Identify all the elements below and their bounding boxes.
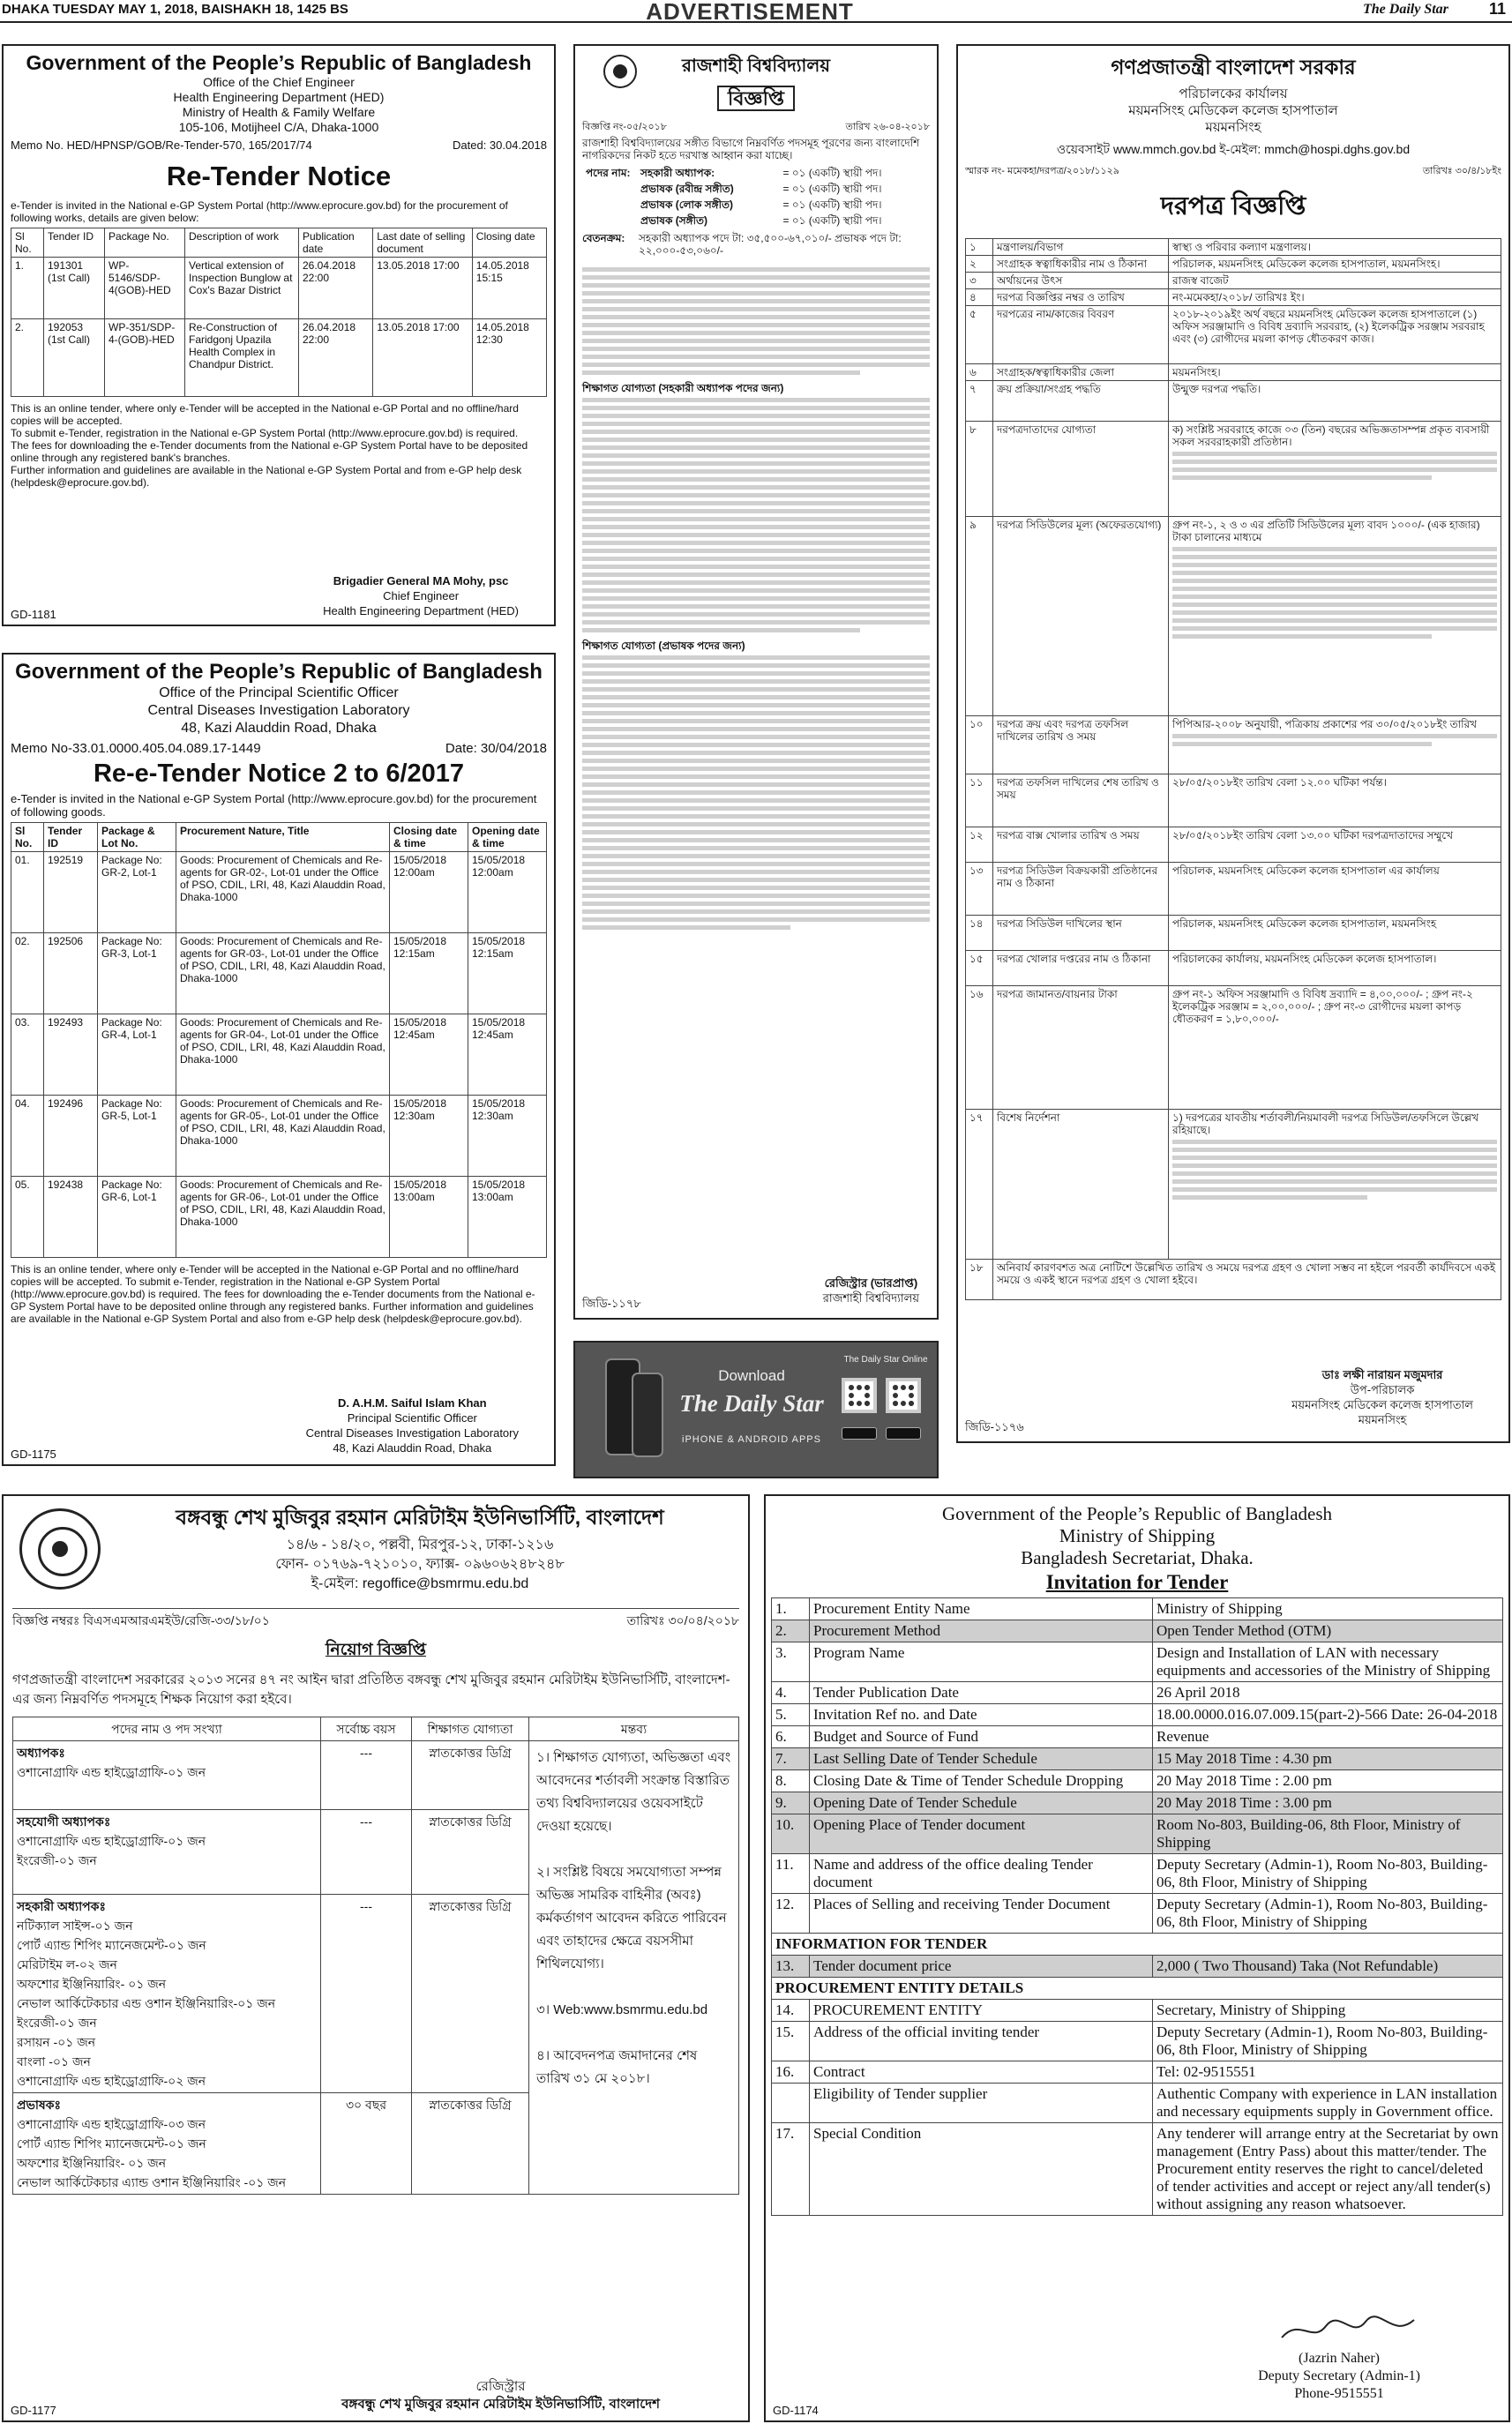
table-header-row: পদের নাম ও পদ সংখ্যা সর্বোচ্চ বয়স শিক্ষাগত যোগ্যতা মন্তব্য <box>13 1717 739 1741</box>
hed-notice <box>2 44 556 626</box>
shipping-office: Government of the People’s Republic of Bangladesh Ministry of Shipping Bangladesh Secretariat, Dhaka. <box>941 1503 1333 1568</box>
hed-signature: Brigadier General MA Mohy, psc Chief Engineer Health Engineering Department (HED) <box>323 574 519 617</box>
ru-section-1: শিক্ষাগত যোগ্যতা (সহকারী অধ্যাপক পদের জন্য) <box>582 382 784 394</box>
hed-title: Government of the People’s Republic of Bangladesh <box>26 51 532 74</box>
table-header-row: Sl No. Tender ID Package No. Description of work Publication date Last date of selling document Closing date <box>11 228 547 258</box>
table-row: ১৭ বিশেষ নির্দেশনা ১) দরপত্রের যাবতীয় শর্তাবলী/নিয়মাবলী দরপত্র সিডিউল/তফসিলে উল্লেখ রহিয়াছে। <box>966 1110 1501 1260</box>
table-row: ১৪ দরপত্র সিডিউল দাখিলের স্থান পরিচালক, ময়মনসিংহ মেডিকেল কলেজ হাসপাতাল, ময়মনসিংহ <box>966 916 1501 951</box>
table-row: 9. Opening Date of Tender Schedule 20 May 2018 Time : 3.00 pm <box>772 1792 1503 1814</box>
table-row: সহযোগী অধ্যাপকঃ ওশানোগ্রাফি এন্ড হাইড্রোগ্রাফি-০১ জন ইংরেজী-০১ জন --- স্নাতকোত্তর ডিগ্রি <box>13 1810 739 1895</box>
table-row: ৩ অর্থায়নের উৎস রাজস্ব বাজেট <box>966 273 1501 289</box>
ad-online-label: The Daily Star Online <box>843 1355 928 1365</box>
shipping-gd-code: GD-1174 <box>773 2404 819 2417</box>
table-section-header: INFORMATION FOR TENDER <box>772 1934 1503 1956</box>
list-item: প্রভাষক (লোক সঙ্গীত) = ০১ (একটি) স্থায়ী পদ। <box>640 198 882 211</box>
ru-logo-icon <box>603 55 637 88</box>
table-row: ১২ দরপত্র বাক্স খোলার তারিখ ও সময় ২৮/০৫/২০১৮ইং তারিখ বেলা ১৩.০০ ঘটিকা দরপত্রদাতাদের সম্মুখে <box>966 827 1501 863</box>
university-website-link[interactable]: ৩। Web:www.bsmrmu.edu.bd <box>536 2002 708 2017</box>
table-row: 13. Tender document price 2,000 ( Two Thousand) Taka (Not Refundable) <box>772 1956 1503 1978</box>
table-row: 2. Procurement Method Open Tender Method (OTM) <box>772 1620 1503 1642</box>
cdil-date: Date: 30/04/2018 <box>445 741 547 756</box>
table-row: সহকারী অধ্যাপকঃ নটিক্যাল সাইন্স-০১ জন পোর্ট এ্যান্ড শিপিং ম্যানেজমেন্ট-০১ জন মেরিটাইম ল-০২ জন অফশোর ইঞ্জিনিয়ারিং- ০১ জন নেভাল আর্কিটেকচার এন্ড ওশান ইঞ্জিনিয়ারিং-০১ জন ইংরেজী-০১ জন রসায়ন -০১ জন বাংলা -০১ জন ওশানোগ্রাফি এন্ড হাইড্রোগ্রাফি-০২ জন --- স্নাতকোত্তর ডিগ্রি <box>13 1895 739 2093</box>
bsmrmu-ref-row: বিজ্ঞপ্তি নম্বরঃ বিএসএমআরএমইউ/রেজি-৩৩/১৮/০১ তারিখঃ ৩০/০৪/২০১৮ <box>12 1608 739 1632</box>
table-row: 17. Special Condition Any tenderer will arrange entry at the Secretariat by own management (Entry Pass) about this matter/tender. The Procurement entity reserves the right to cancel/deleted of tender activities and accept or reject any/all tender(s) without assigning any reason whatsoever. <box>772 2123 1503 2216</box>
ru-body-text <box>582 267 930 375</box>
cdil-intro: e-Tender is invited in the National e-GP System Portal (http://www.eprocure.gov.bd) for the procurement of following goods. <box>11 792 537 819</box>
table-row: 04. 192496 Package No: GR-5, Lot-1 Goods: Procurement of Chemicals and Re-agents for GR-05-, Lot-01 under the Office of PSO, CDIL, LRI, 48, Kazi Alauddin Road, Dhaka-1000 15/05/2018 12:30am 15/05/2018 12:30am <box>11 1096 547 1177</box>
table-header-row: Sl No. Tender ID Package & Lot No. Procurement Nature, Title Closing date & time Opening date & time <box>11 823 547 852</box>
cdil-office: Office of the Principal Scientific Officer Central Diseases Investigation Laboratory 48, Kazi Alauddin Road, Dhaka <box>147 685 410 736</box>
table-row: 3. Program Name Design and Installation of LAN with necessary equipments and accessories of the Ministry of Shipping <box>772 1642 1503 1682</box>
list-item: প্রভাষক (রবীন্দ্র সঙ্গীত) = ০১ (একটি) স্থায়ী পদ। <box>640 183 882 195</box>
cdil-title: Government of the People’s Republic of Bangladesh <box>15 660 543 684</box>
table-row: ৪ দরপত্র বিজ্ঞপ্তির নম্বর ও তারিখ নং-মমেকহা/২০১৮/ তারিখঃ ইং। <box>966 289 1501 306</box>
table-row: 14. PROCUREMENT ENTITY Secretary, Ministry of Shipping <box>772 2000 1503 2022</box>
hed-date: Dated: 30.04.2018 <box>453 138 547 152</box>
hed-memo-row <box>11 138 547 152</box>
table-row: 2. 192053 (1st Call) WP-351/SDP-4-(GOB)-HED Re-Construction of Faridgonj Upazila Health Complex in Chandpur District. 26.04.2018 22:00 13.05.2018 17:00 14.05.2018 12:30 <box>11 319 547 397</box>
bsmrmu-address: ১৪/৬ - ১৪/২০, পল্লবী, মিরপুর-১২, ঢাকা-১২১৬ ফোন- ০১৭৬৯-৭২১০১০, ফ্যাক্স- ০৯৬০৬২৪৮২৪৮ ই-মেইল: regoffice@bsmrmu.edu.bd <box>275 1537 565 1591</box>
mmch-signature: ডাঃ লক্ষী নারায়ন মজুমদার উপ-পরিচালক ময়মনসিংহ মেডিকেল কলেজ হাসপাতাল ময়মনসিংহ <box>1291 1368 1473 1426</box>
bsmrmu-signature: রেজিস্ট্রার বঙ্গবন্ধু শেখ মুজিবুর রহমান মেরিটাইম ইউনিভার্সিটি, বাংলাদেশ <box>341 2379 660 2412</box>
ad-apps-label: iPHONE & ANDROID APPS <box>682 1434 821 1445</box>
shipping-heading: Invitation for Tender <box>1045 1571 1229 1593</box>
table-row: প্রভাষকঃ ওশানোগ্রাফি এন্ড হাইড্রোগ্রাফি-০৩ জন পোর্ট এ্যান্ড শিপিং ম্যানেজমেন্ট-০১ জন অফশোর ইঞ্জিনিয়ারিং- ০১ জন নেভাল আর্কিটেকচার এ্যান্ড ওশান ইঞ্জিনিয়ারিং -০১ জন ৩০ বছর স্নাতকোত্তর ডিগ্রি <box>13 2093 739 2195</box>
page-header <box>0 0 1512 23</box>
table-row: 1. 191301 (1st Call) WP-5146/SDP-4(GOB)-HED Vertical extension of Inspection Bunglow at Cox's Bazar District 26.04.2018 22:00 13.05.2018 17:00 14.05.2018 15:15 <box>11 258 547 319</box>
bsmrmu-gd-code: GD-1177 <box>11 2404 56 2417</box>
table-row: 4. Tender Publication Date 26 April 2018 <box>772 1682 1503 1704</box>
bsmrmu-table <box>12 1717 739 2195</box>
shipping-tender-notice <box>764 1494 1510 2422</box>
ru-heading: বিজ্ঞপ্তি <box>717 86 795 111</box>
cdil-signature: D. A.H.M. Saiful Islam Khan Principal Scientific Officer Central Diseases Investigation Laboratory 48, Kazi Alauddin Road, Dhaka <box>305 1396 519 1455</box>
mmch-notice <box>956 44 1510 1443</box>
daily-star-app-ad[interactable] <box>573 1341 939 1478</box>
table-row: ১০ দরপত্র ক্রয় এবং দরপত্র তফসিল দাখিলের তারিখ ও সময় পিপিআর-২০০৮ অনুযায়ী, পত্রিকায় প্রকাশের পর ৩০/০৫/২০১৮ইং তারিখ <box>966 716 1501 774</box>
cdil-heading: Re-e-Tender Notice 2 to 6/2017 <box>93 759 465 788</box>
ru-notice <box>573 44 939 1320</box>
hed-notes: This is an online tender, where only e-Tender will be accepted in the National e-GP Portal and no offline/hard copies will be accepted. To submit e-Tender, registration in the National e-GP System Portal (http://www.eprocure.gov.bd) is required. The fees for downloading the e-Tender documents from the National e-GP System Portal have to be deposited online through any registered bank's branches. Further information and guidelines are available in the National e-GP System Portal and from e-GP help desk (helpdesk@eprocure.gov.bd). <box>11 402 528 489</box>
hed-table <box>11 228 547 397</box>
table-row: ১৮ অনিবার্য কারণবশত অত্র নোটিশে উল্লেখিত তারিখ ও সময়ে দরপত্র গ্রহণ ও খোলা সম্ভব না হইলে পরবর্তী কার্যদিবসে একই সময়ে ও একই স্থানে দরপত্র গ্রহণ ও খোলা হইবে। <box>966 1260 1501 1300</box>
cdil-notes: This is an online tender, where only e-Tender will be accepted in the National e-GP Portal and no offline/hard copies will be accepted. To submit e-Tender, registration in the National e-GP System Portal (http://www.eprocure.gov.bd) is required. The fees for downloading the e-Tender documents from the National e-GP System Portal have to be deposited online through any registered banks. Further information and guidelines are available in the National e-GP System Portal and also from e-GP help desk (helpdesk@eprocure.gov.bd). <box>11 1263 535 1325</box>
cdil-notice <box>2 653 556 1466</box>
table-row: 5. Invitation Ref no. and Date 18.00.0000.016.07.009.15(part-2)-566 Date: 26-04-2018 <box>772 1704 1503 1726</box>
ru-section-2: শিক্ষাগত যোগ্যতা (প্রভাষক পদের জন্য) <box>582 640 745 652</box>
cdil-gd-code: GD-1175 <box>11 1448 56 1461</box>
table-row: ৬ সংগ্রাহক/স্বত্বাধিকারীর জেলা ময়মনসিংহ। <box>966 364 1501 381</box>
table-row: 15. Address of the official inviting tender Deputy Secretary (Admin-1), Room No-803, Building-06, 8th Floor, Ministry of Shipping <box>772 2022 1503 2061</box>
table-row: ৯ দরপত্র সিডিউলের মূল্য (অফেরতযোগ্য) গ্রুপ নং-১, ২ ও ৩ এর প্রতিটি সিডিউলের মূল্য বাবদ ১০০০/- (এক হাজার) টাকা চালানের মাধ্যমে <box>966 517 1501 716</box>
table-row: Eligibility of Tender supplier Authentic Company with experience in LAN installation and necessary equipments supply in Government office. <box>772 2084 1503 2123</box>
table-row: 05. 192438 Package No: GR-6, Lot-1 Goods: Procurement of Chemicals and Re-agents for GR-06-, Lot-01 under the Office of PSO, CDIL, LRI, 48, Kazi Alauddin Road, Dhaka-1000 15/05/2018 13:00am 15/05/2018 13:00am <box>11 1177 547 1258</box>
mmch-web: ওয়েবসাইট www.mmch.gov.bd ই-মেইল: mmch@hospi.dghs.gov.bd <box>1056 142 1411 156</box>
list-item: পদের নাম: সহকারী অধ্যাপক: = ০১ (একটি) স্থায়ী পদ। <box>586 167 882 179</box>
table-row: ১৩ দরপত্র সিডিউল বিক্রয়কারী প্রতিষ্ঠানের নাম ও ঠিকানা পরিচালক, ময়মনসিংহ মেডিকেল কলেজ হাসপাতাল এর কার্যালয় <box>966 863 1501 916</box>
qr-code-icon <box>842 1378 877 1413</box>
bsmrmu-notice <box>2 1494 750 2422</box>
app-store-badge-icon[interactable] <box>842 1427 877 1440</box>
table-row: ৫ দরপত্রের নাম/কাজের বিবরণ ২০১৮-২০১৯ইং অর্থ বছরে ময়মনসিংহ মেডিকেল কলেজ হাসপাতালে (১) অফিস সরঞ্জামাদি ও বিবিধ দ্রব্যাদি সরবরাহ, (২) ইলেকট্রিক সরঞ্জাম সরবরাহ এবং (৩) রোগীদের ময়লা কাপড় ধৌতকরণ কাজ। <box>966 306 1501 364</box>
table-row: 10. Opening Place of Tender document Room No-803, Building-06, 8th Floor, Ministry of Shipping <box>772 1814 1503 1854</box>
ru-posts <box>582 165 930 228</box>
ru-section-2-text <box>582 655 930 930</box>
bsmrmu-heading: নিয়োগ বিজ্ঞপ্তি <box>325 1641 427 1659</box>
mmch-office: পরিচালকের কার্যালয় ময়মনসিংহ মেডিকেল কলেজ হাসপাতাল ময়মনসিংহ <box>1128 86 1338 135</box>
header-section: ADVERTISEMENT <box>646 0 854 25</box>
mmch-heading: দরপত্র বিজ্ঞপ্তি <box>1160 192 1306 221</box>
table-row: ১ মন্ত্রণালয়/বিভাগ স্বাস্থ্য ও পরিবার কল্যাণ মন্ত্রণালয়। <box>966 239 1501 256</box>
table-row: ৮ দরপত্রদাতাদের যোগ্যতা ক) সংশ্লিষ্ট সরবরাহে কাজে ০৩ (তিন) বছরের অভিজ্ঞতাসম্পন্ন প্রকৃত ব্যবসায়ী সকল সরবরাহকারী প্রতিষ্ঠান। <box>966 422 1501 517</box>
phone-icon <box>632 1373 663 1457</box>
signature-scribble <box>1277 2313 1418 2348</box>
header-brand: The Daily Star <box>1363 2 1448 17</box>
ru-signature: রেজিস্ট্রার (ভারপ্রাপ্ত) রাজশাহী বিশ্ববিদ্যালয় <box>822 1276 919 1305</box>
mmch-title: গণপ্রজাতন্ত্রী বাংলাদেশ সরকার <box>1111 56 1356 79</box>
table-row: অধ্যাপকঃ ওশানোগ্রাফি এন্ড হাইড্রোগ্রাফি-০১ জন --- স্নাতকোত্তর ডিগ্রি ১। শিক্ষাগত যোগ্যতা, অভিজ্ঞতা এবং আবেদনের শর্তাবলী সংক্রান্ত বিস্তারিত তথ্য বিশ্ববিদ্যালয়ের ওয়েবসাইটে দেওয়া হয়েছে। ২। সংশ্লিষ্ট বিষয়ে সমযোগ্যতা সম্পন্ন অভিজ্ঞ সামরিক বাহিনীর (অবঃ) কর্মকর্তাগণ আবেদন করিতে পারিবেন এবং তাহাদের ক্ষেত্রে বয়সসীমা শিথিলযোগ্য। ৩। Web:www.bsmrmu.edu.bd ৪। আবেদনপত্র জমাদানের শেষ তারিখ ৩১ মে ২০১৮। <box>13 1741 739 1810</box>
table-section-header: PROCUREMENT ENTITY DETAILS <box>772 1978 1503 2000</box>
university-logo-icon <box>19 1508 101 1590</box>
header-date: DHAKA TUESDAY MAY 1, 2018, BAISHAKH 18, 1425 BS <box>2 2 348 17</box>
qr-code-icon <box>886 1378 921 1413</box>
table-row: 02. 192506 Package No: GR-3, Lot-1 Goods: Procurement of Chemicals and Re-agents for GR-03-, Lot-01 under the Office of PSO, CDIL, LRI, 48, Kazi Alauddin Road, Dhaka-1000 15/05/2018 12:15am 15/05/2018 12:15am <box>11 933 547 1014</box>
cdil-memo-row <box>11 741 547 756</box>
cdil-table <box>11 822 547 1258</box>
table-row: 7. Last Selling Date of Tender Schedule 15 May 2018 Time : 4.30 pm <box>772 1748 1503 1770</box>
shipping-signature: (Jazrin Naher) Deputy Secretary (Admin-1) Phone-9515551 <box>1258 2351 1420 2401</box>
ad-brand: The Daily Star <box>679 1390 824 1417</box>
table-row: ১৬ দরপত্র জামানত/বায়নার টাকা গ্রুপ নং-১ অফিস সরঞ্জামাদি ও বিবিধ দ্রব্যাদি = ৪,০০,০০০/- ; গ্রুপ নং-২ ইলেকট্রিক সরঞ্জাম = ২,০০,০০০/- ; গ্রুপ নং-৩ রোগীদের ময়লা কাপড় ধৌতকরণ = ১,৮০,০০০/- <box>966 986 1501 1110</box>
table-row: 03. 192493 Package No: GR-4, Lot-1 Goods: Procurement of Chemicals and Re-agents for GR-04-, Lot-01 under the Office of PSO, CDIL, LRI, 48, Kazi Alauddin Road, Dhaka-1000 15/05/2018 12:45am 15/05/2018 12:45am <box>11 1014 547 1096</box>
mmch-gd-code: জিডি-১১৭৬ <box>965 1420 1024 1433</box>
table-row: 12. Places of Selling and receiving Tender Document Deputy Secretary (Admin-1), Room No-803, Building-06, 8th Floor, Ministry of Shipping <box>772 1894 1503 1934</box>
mmch-memo-row: স্মারক নং- মমেকহা/দরপত্র/২০১৮/১১২৯ তারিখঃ ৩০/৪/১৮ইং <box>965 166 1501 176</box>
table-row: ২ সংগ্রাহক স্বত্বাধিকারীর নাম ও ঠিকানা পরিচালক, ময়মনসিংহ মেডিকেল কলেজ হাসপাতাল, ময়মনসিংহ। <box>966 256 1501 273</box>
table-row: 6. Budget and Source of Fund Revenue <box>772 1726 1503 1748</box>
cdil-memo: Memo No-33.01.0000.405.04.089.17-1449 <box>11 741 261 756</box>
ru-title: রাজশাহী বিশ্ববিদ্যালয় <box>681 56 831 76</box>
ad-download-label: Download <box>718 1367 785 1384</box>
hed-intro: e-Tender is invited in the National e-GP System Portal (http://www.eprocure.gov.bd) for the procurement of following works, details are given below: <box>11 199 508 224</box>
bsmrmu-title: বঙ্গবন্ধু শেখ মুজিবুর রহমান মেরিটাইম ইউনিভার্সিটি, বাংলাদেশ <box>176 1506 664 1529</box>
table-row: 8. Closing Date & Time of Tender Schedule Dropping 20 May 2018 Time : 2.00 pm <box>772 1770 1503 1792</box>
hed-office: Office of the Chief Engineer Health Engineering Department (HED) Ministry of Health & Family Welfare 105-106, Motijheel C/A, Dhaka-1000 <box>173 75 385 134</box>
header-page-number: 11 <box>1489 0 1507 18</box>
play-store-badge-icon[interactable] <box>886 1427 921 1440</box>
ru-section-1-text <box>582 398 930 632</box>
table-row: ১৫ দরপত্র খোলার দপ্তরের নাম ও ঠিকানা পরিচালকের কার্যালয়, ময়মনসিংহ মেডিকেল কলেজ হাসপাতাল। <box>966 951 1501 986</box>
bsmrmu-intro: গণপ্রজাতন্ত্রী বাংলাদেশ সরকারের ২০১৩ সনের ৪৭ নং আইন দ্বারা প্রতিষ্ঠিত বঙ্গবন্ধু শেখ মুজিবুর রহমান মেরিটাইম ইউনিভার্সিটি, বাংলাদেশ-এর জন্য নিম্নবর্ণিত পদসমূহে শিক্ষক নিয়োগ করা হইবে। <box>12 1672 730 1707</box>
ru-gd-code: জিডি-১১৭৮ <box>582 1297 641 1310</box>
table-row: 11. Name and address of the office dealing Tender document Deputy Secretary (Admin-1), Room No-803, Building-06, 8th Floor, Ministry of Shipping <box>772 1854 1503 1894</box>
ru-ref-row: বিজ্ঞপ্তি নং-০৫/২০১৮ তারিখ ২৬-০৪-২০১৮ <box>582 122 930 132</box>
table-row: ১১ দরপত্র তফসিল দাখিলের শেষ তারিখ ও সময় ২৮/০৫/২০১৮ইং তারিখ বেলা ১২.০০ ঘটিকা পর্যন্ত। <box>966 774 1501 827</box>
mmch-table <box>965 238 1501 1300</box>
table-row: 01. 192519 Package No: GR-2, Lot-1 Goods: Procurement of Chemicals and Re-agents for GR-02-, Lot-01 under the Office of PSO, CDIL, LRI, 48, Kazi Alauddin Road, Dhaka-1000 15/05/2018 12:00am 15/05/2018 12:00am <box>11 852 547 933</box>
table-row: 1. Procurement Entity Name Ministry of Shipping <box>772 1598 1503 1620</box>
hed-heading: Re-Tender Notice <box>166 161 392 191</box>
shipping-table <box>771 1597 1503 2216</box>
ru-pay: বেতনক্রম: সহকারী অধ্যাপক পদে টা: ৩৫,৫০০-৬৭,০১০/- প্রভাষক পদে টা: ২২,০০০-৫৩,০৬০/- <box>582 232 902 257</box>
hed-gd-code: GD-1181 <box>11 608 56 621</box>
table-row: 16. Contract Tel: 02-9515551 <box>772 2061 1503 2084</box>
hed-memo: Memo No. HED/HPNSP/GOB/Re-Tender-570, 165/2017/74 <box>11 138 312 152</box>
ru-intro: রাজশাহী বিশ্ববিদ্যালয়ের সঙ্গীত বিভাগে নিম্নবর্ণিত পদসমূহ পূরণের জন্য বাংলাদেশি নাগরিকদের নিকট হতে দরখাস্ত আহ্বান করা যাচ্ছে। <box>582 137 920 161</box>
table-row: ৭ ক্রয় প্রক্রিয়া/সংগ্রহ পদ্ধতি উন্মুক্ত দরপত্র পদ্ধতি। <box>966 381 1501 422</box>
list-item: প্রভাষক (সঙ্গীত) = ০১ (একটি) স্থায়ী পদ। <box>640 214 882 227</box>
